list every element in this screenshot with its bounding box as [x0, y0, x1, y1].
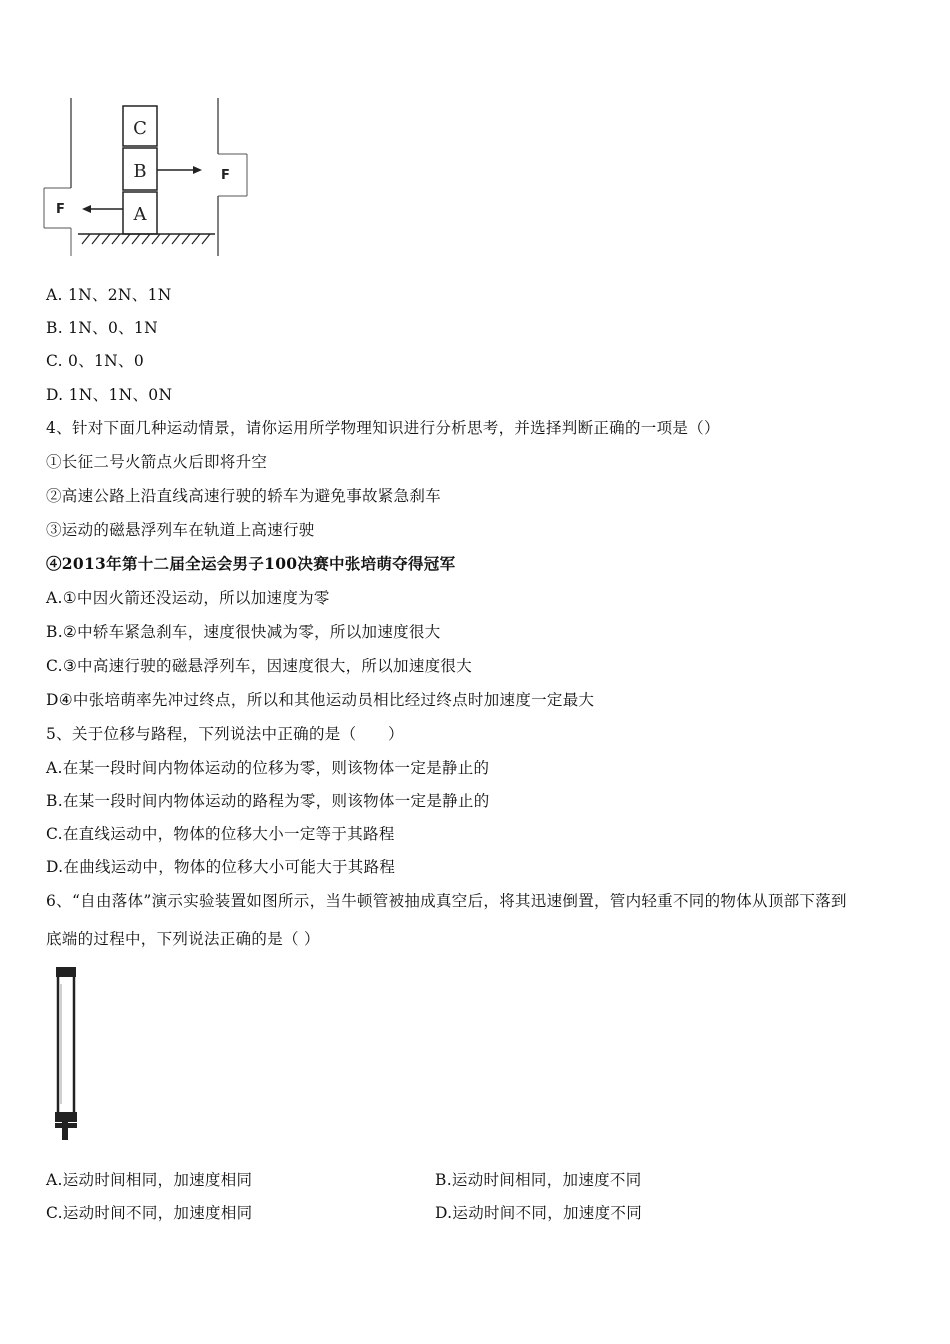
- block-label-c: C: [133, 118, 147, 139]
- q5-option-a: A.在某一段时间内物体运动的位移为零，则该物体一定是静止的: [46, 759, 490, 777]
- q4-situation-3: ③运动的磁悬浮列车在轨道上高速行驶: [46, 521, 315, 539]
- newton-tube-figure: [48, 964, 88, 1144]
- blocks-force-figure: [40, 96, 250, 258]
- q6-option-d: D.运动时间不同，加速度不同: [435, 1204, 643, 1222]
- q5-stem: 5、关于位移与路程，下列说法中正确的是（ ）: [46, 725, 404, 743]
- q6-option-c: C.运动时间不同，加速度相同: [46, 1204, 253, 1222]
- q6-stem-line2: 底端的过程中，下列说法正确的是（ ）: [46, 930, 320, 948]
- block-label-a: A: [133, 204, 147, 225]
- block-label-b: B: [133, 161, 147, 182]
- q3-option-b: B. 1N、0、1N: [46, 319, 158, 337]
- force-label-left: F: [56, 202, 65, 217]
- ground-hatch: [78, 234, 215, 244]
- q3-option-d: D. 1N、1N、0N: [46, 386, 173, 404]
- q4-situation-4: ④2013年第十二届全运会男子100决赛中张培萌夺得冠军: [46, 554, 456, 573]
- q4-option-a: A.①中因火箭还没运动，所以加速度为零: [46, 589, 330, 607]
- q3-option-a: A. 1N、2N、1N: [46, 286, 172, 304]
- force-label-right: F: [221, 168, 230, 183]
- q4-situation-2: ②高速公路上沿直线高速行驶的轿车为避免事故紧急刹车: [46, 487, 442, 505]
- q5-option-d: D.在曲线运动中，物体的位移大小可能大于其路程: [46, 858, 396, 876]
- q4-option-c: C.③中高速行驶的磁悬浮列车，因速度很大，所以加速度很大: [46, 657, 473, 675]
- q4-stem: 4、针对下面几种运动情景，请你运用所学物理知识进行分析思考，并选择判断正确的一项是（）: [46, 419, 720, 437]
- q6-option-b: B.运动时间相同，加速度不同: [435, 1171, 642, 1189]
- q5-option-c: C.在直线运动中，物体的位移大小一定等于其路程: [46, 825, 395, 843]
- q6-stem-line1: 6、“自由落体”演示实验装置如图所示，当牛顿管被抽成真空后，将其迅速倒置，管内轻重不同的物体从顶部下落到: [46, 892, 847, 910]
- q4-option-d: D④中张培萌率先冲过终点，所以和其他运动员相比经过终点时加速度一定最大: [46, 691, 595, 709]
- force-arrow-left: [82, 205, 123, 213]
- q3-option-c: C. 0、1N、0: [46, 352, 145, 370]
- q5-option-b: B.在某一段时间内物体运动的路程为零，则该物体一定是静止的: [46, 792, 490, 810]
- q6-option-a: A.运动时间相同，加速度相同: [46, 1171, 253, 1189]
- q4-option-b: B.②中轿车紧急刹车，速度很快减为零，所以加速度很大: [46, 623, 441, 641]
- force-arrow-right: [157, 166, 202, 174]
- q4-situation-1: ①长征二号火箭点火后即将升空: [46, 453, 268, 471]
